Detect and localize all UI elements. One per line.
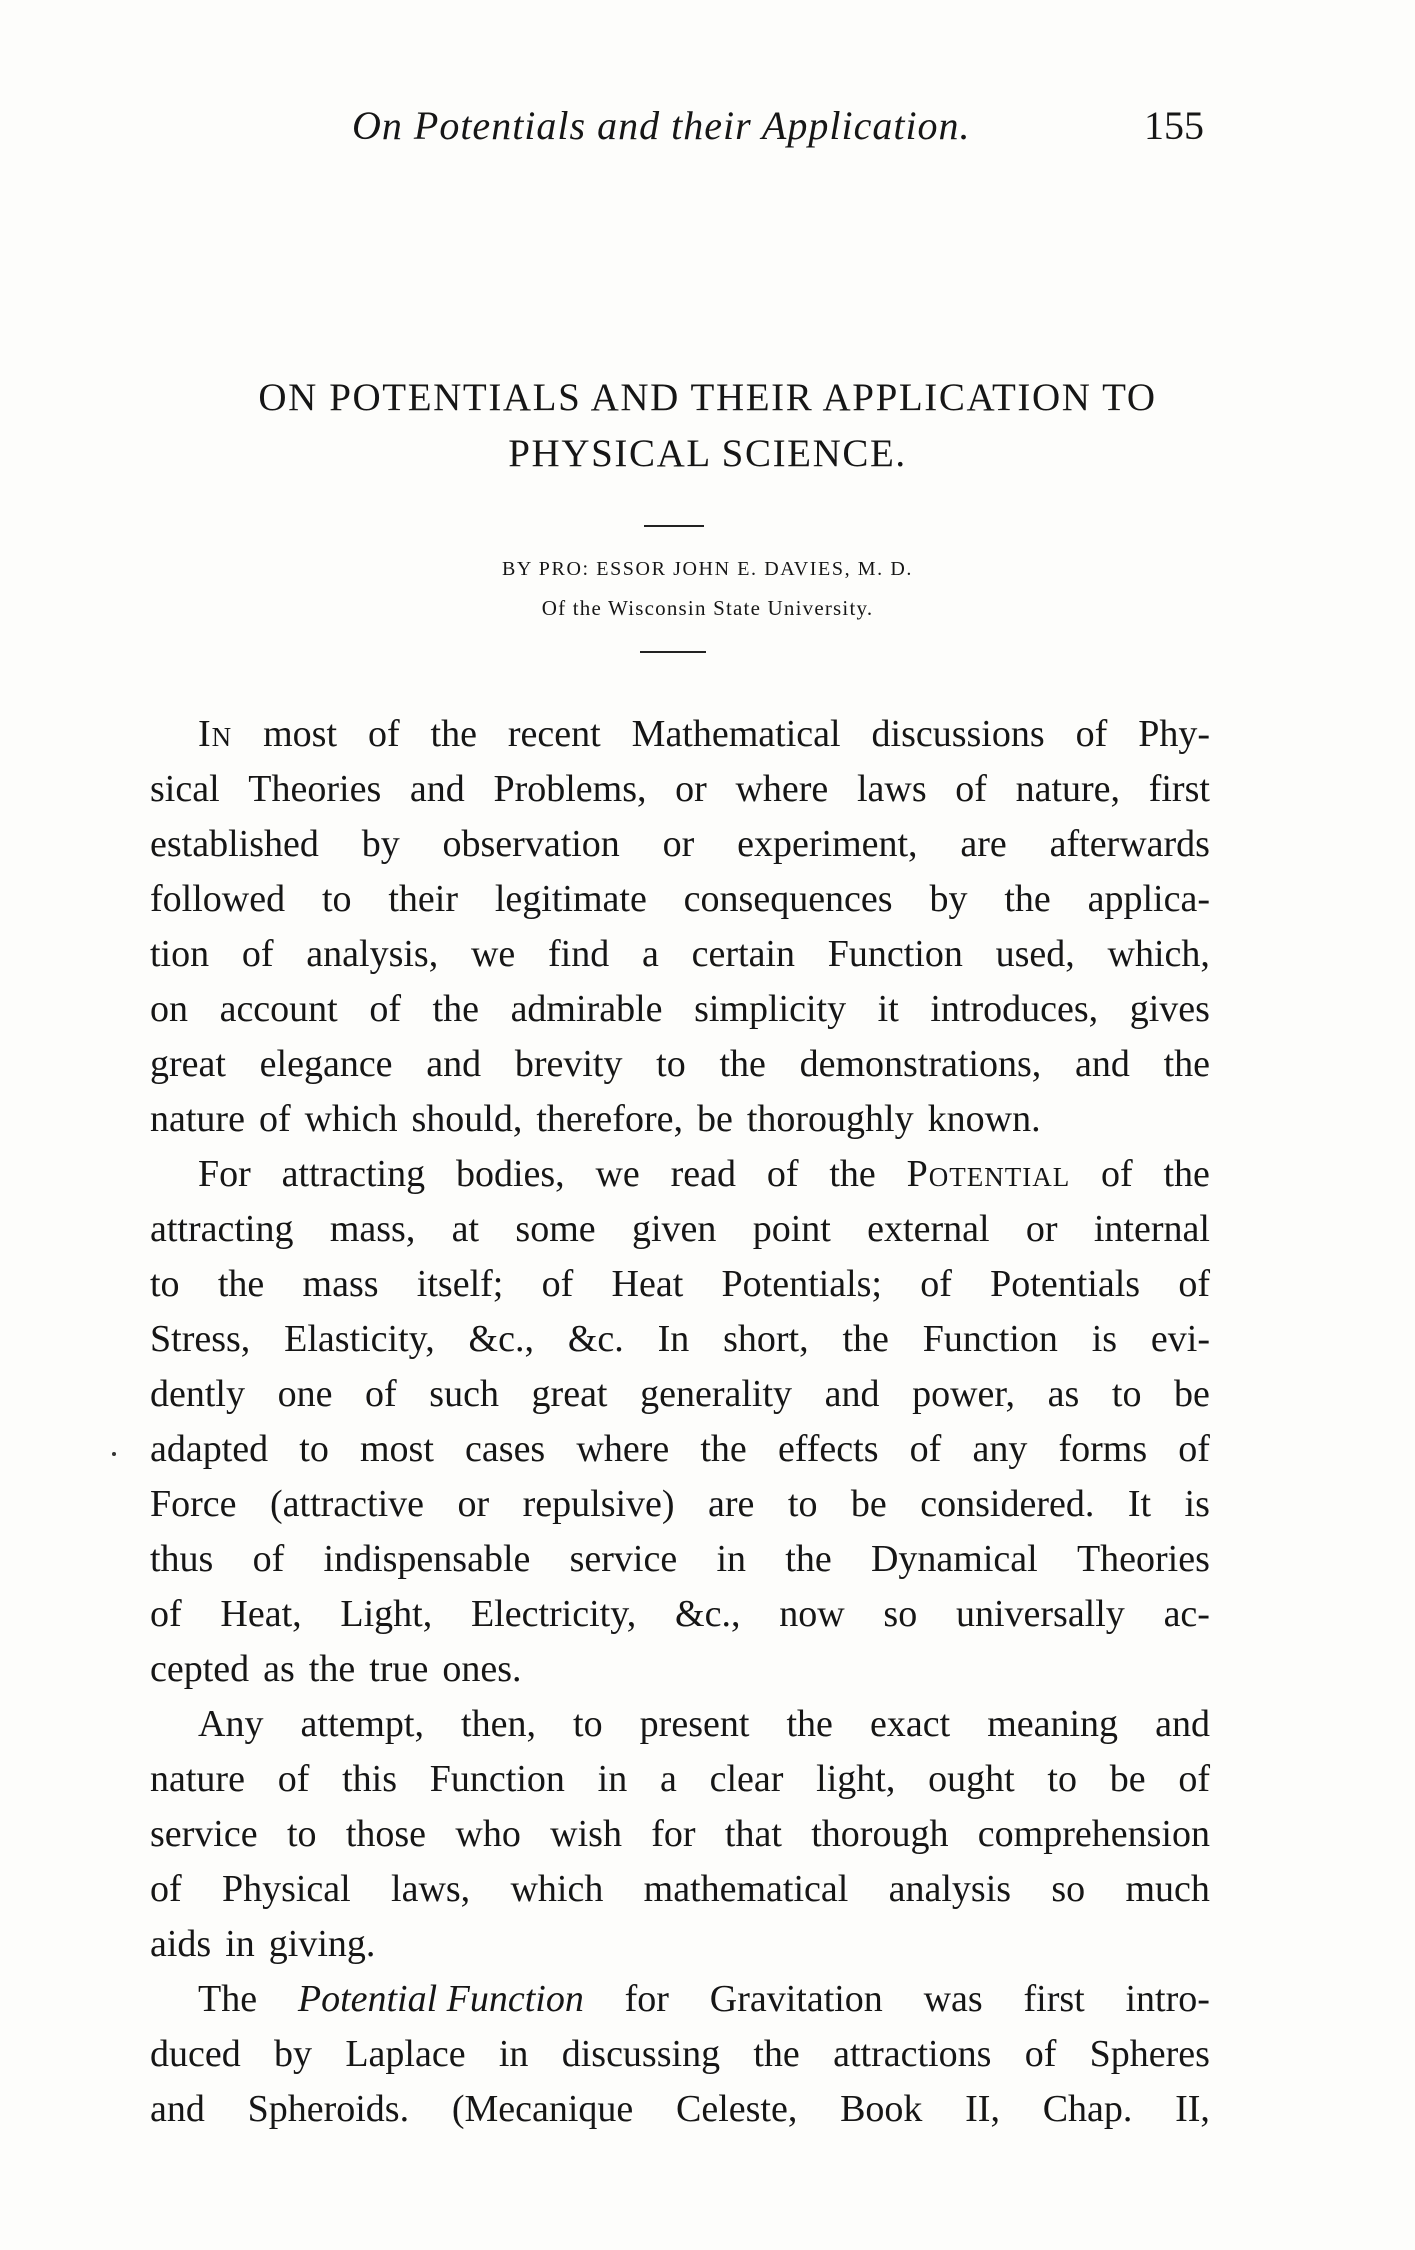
word: those xyxy=(345,1813,427,1855)
word: any xyxy=(972,1428,1028,1470)
word: repulsive) xyxy=(522,1483,675,1525)
word: be xyxy=(850,1483,887,1525)
word: afterwards xyxy=(1049,823,1210,865)
word: followed xyxy=(150,878,286,920)
word: itself; xyxy=(416,1263,504,1305)
word: discussions xyxy=(871,713,1045,755)
word: Theories xyxy=(248,768,382,810)
word: analysis xyxy=(888,1868,1012,1910)
word: Laplace xyxy=(345,2033,466,2075)
word: and xyxy=(1155,1703,1210,1745)
word: of xyxy=(909,1428,942,1470)
body-text xyxy=(150,707,1210,2137)
text-line xyxy=(150,1752,1210,1807)
word: and xyxy=(409,768,465,810)
word: the xyxy=(786,1703,833,1745)
word: it xyxy=(877,988,899,1030)
article-title xyxy=(0,370,1415,482)
word: so xyxy=(1051,1868,1086,1910)
article-title-line-2: PHYSICAL SCIENCE. xyxy=(508,432,907,475)
word: exact xyxy=(869,1703,951,1745)
word: nature xyxy=(150,1098,245,1140)
text-line xyxy=(150,1532,1210,1587)
word: of xyxy=(1075,713,1108,755)
word: great xyxy=(150,1043,226,1085)
word: that xyxy=(724,1813,782,1855)
word: we xyxy=(470,933,516,975)
word: short, xyxy=(723,1318,809,1360)
word: Gravitation xyxy=(709,1978,883,2020)
word: be xyxy=(696,1098,733,1140)
word: Spheroids. xyxy=(247,2088,410,2130)
word: a xyxy=(659,1758,677,1800)
word: where xyxy=(735,768,829,810)
text-line xyxy=(150,927,1210,982)
word: is xyxy=(1091,1318,1118,1360)
word: of xyxy=(1178,1428,1210,1470)
word: Dynamical xyxy=(870,1538,1038,1580)
word: to xyxy=(656,1043,686,1085)
word: the xyxy=(753,2033,800,2075)
word: and xyxy=(426,1043,482,1085)
text-line xyxy=(150,1312,1210,1367)
word: of xyxy=(277,1758,310,1800)
word: are xyxy=(708,1483,755,1525)
word: of xyxy=(766,1153,799,1195)
word: attempt, xyxy=(300,1703,424,1745)
word: intro- xyxy=(1125,1978,1210,2020)
word: therefore, xyxy=(536,1098,683,1140)
word: power, xyxy=(912,1373,1016,1415)
word-italic: Potential Function xyxy=(297,1978,584,2020)
word: to xyxy=(1111,1373,1142,1415)
word: of xyxy=(1101,1153,1133,1195)
word: light, xyxy=(816,1758,896,1800)
running-head xyxy=(0,102,1415,162)
text-line xyxy=(150,2082,1210,2137)
word: service xyxy=(150,1813,258,1855)
word: meaning xyxy=(987,1703,1119,1745)
text-line xyxy=(150,1642,1210,1697)
word: and xyxy=(1074,1043,1130,1085)
word: by xyxy=(361,823,400,865)
word: by xyxy=(929,878,968,920)
word: &c., xyxy=(468,1318,534,1360)
word: mass, xyxy=(329,1208,416,1250)
word: be xyxy=(1109,1758,1146,1800)
word: as xyxy=(1047,1373,1080,1415)
word: the xyxy=(700,1428,747,1470)
word: Physical xyxy=(221,1868,351,1910)
word: elegance xyxy=(259,1043,393,1085)
word: now xyxy=(779,1593,845,1635)
word: duced xyxy=(150,2033,241,2075)
word: ought xyxy=(928,1758,1015,1800)
running-title: On Potentials and their Application. xyxy=(352,103,971,148)
word: legitimate xyxy=(494,878,647,920)
word: which xyxy=(510,1868,604,1910)
word: evi- xyxy=(1150,1318,1210,1360)
word: Heat xyxy=(611,1263,684,1305)
word: in xyxy=(716,1538,747,1580)
word: nature xyxy=(150,1758,245,1800)
word: of xyxy=(367,713,400,755)
word: a xyxy=(642,933,659,975)
word: the xyxy=(842,1318,889,1360)
word: as xyxy=(263,1648,295,1690)
word: Light, xyxy=(340,1593,433,1635)
text-line xyxy=(150,1477,1210,1532)
word: considered. xyxy=(920,1483,1095,1525)
word: comprehension xyxy=(977,1813,1210,1855)
word: be xyxy=(1174,1373,1210,1415)
word: ac- xyxy=(1163,1593,1210,1635)
word: bodies, xyxy=(455,1153,565,1195)
word: to xyxy=(1047,1758,1077,1800)
word: applica- xyxy=(1087,878,1210,920)
word: II, xyxy=(1175,2088,1210,2130)
word: universally xyxy=(955,1593,1125,1635)
word: to xyxy=(787,1483,818,1525)
word: giving. xyxy=(268,1923,376,1965)
word: certain xyxy=(691,933,795,975)
word: in xyxy=(225,1923,255,1965)
word: to xyxy=(286,1813,317,1855)
word: of xyxy=(541,1263,574,1305)
word: Potentials; xyxy=(721,1263,882,1305)
word: brevity xyxy=(514,1043,623,1085)
word: at xyxy=(451,1208,480,1250)
word: one xyxy=(277,1373,333,1415)
text-line xyxy=(150,1917,1210,1972)
word: mathematical xyxy=(643,1868,849,1910)
word: Theories xyxy=(1076,1538,1210,1580)
text-line xyxy=(150,707,1210,762)
word: of xyxy=(920,1263,952,1305)
text-line xyxy=(150,1697,1210,1752)
word: indispensable xyxy=(323,1538,531,1580)
word: read xyxy=(670,1153,737,1195)
word: account xyxy=(219,988,338,1030)
word: consequences xyxy=(683,878,893,920)
text-line xyxy=(150,1092,1210,1147)
word: this xyxy=(342,1758,398,1800)
word: discussing xyxy=(561,2033,721,2075)
word: the xyxy=(719,1043,766,1085)
word: of xyxy=(241,933,274,975)
word: which xyxy=(304,1098,398,1140)
word: demonstrations, xyxy=(799,1043,1042,1085)
word: the xyxy=(785,1538,832,1580)
word: we xyxy=(595,1153,640,1195)
author-byline: BY PRO: ESSOR JOHN E. DAVIES, M. D. xyxy=(501,558,914,580)
word: laws xyxy=(856,768,927,810)
word: In xyxy=(657,1318,690,1360)
article-title-line-1: ON POTENTIALS AND THEIR APPLICATION TO xyxy=(258,376,1157,419)
word: recent xyxy=(507,713,601,755)
word: forms xyxy=(1058,1428,1148,1470)
word: It xyxy=(1127,1483,1152,1525)
word: effects xyxy=(777,1428,879,1470)
text-line xyxy=(150,872,1210,927)
word: Function xyxy=(827,933,963,975)
word: Book xyxy=(840,2088,923,2130)
word: of xyxy=(1178,1263,1210,1305)
word: given xyxy=(631,1208,717,1250)
word: Chap. xyxy=(1042,2088,1133,2130)
word: most xyxy=(360,1428,434,1470)
word: Problems, xyxy=(493,768,647,810)
word: or xyxy=(1025,1208,1058,1250)
word: For xyxy=(198,1153,251,1195)
word: to xyxy=(150,1263,180,1305)
word: experiment, xyxy=(737,823,918,865)
text-line xyxy=(150,1147,1210,1202)
word: thus xyxy=(150,1538,214,1580)
word: of xyxy=(258,1098,291,1140)
word: aids xyxy=(150,1923,212,1965)
word: attracting xyxy=(281,1153,426,1195)
word: admirable xyxy=(510,988,663,1030)
word: in xyxy=(498,2033,529,2075)
word: who xyxy=(455,1813,521,1855)
word: the xyxy=(1163,1043,1210,1085)
word: so xyxy=(883,1593,918,1635)
word: II, xyxy=(965,2088,1000,2130)
word: of xyxy=(150,1593,182,1635)
word: by xyxy=(274,2033,313,2075)
word: dently xyxy=(150,1373,245,1415)
word: Electricity, xyxy=(470,1593,637,1635)
word: of xyxy=(369,988,401,1030)
word: great xyxy=(531,1373,608,1415)
word: then, xyxy=(461,1703,536,1745)
word: first xyxy=(1148,768,1210,810)
word: Phy- xyxy=(1138,713,1210,755)
text-line xyxy=(150,1257,1210,1312)
text-line xyxy=(150,1972,1210,2027)
word: of xyxy=(1178,1758,1210,1800)
word: some xyxy=(515,1208,596,1250)
word: (Mecanique xyxy=(451,2088,634,2130)
margin-speck xyxy=(112,1452,116,1456)
text-line xyxy=(150,1367,1210,1422)
word: or xyxy=(457,1483,490,1525)
word: gives xyxy=(1129,988,1210,1030)
word: Heat, xyxy=(220,1593,302,1635)
word: mass xyxy=(302,1263,379,1305)
divider-rule-top xyxy=(644,525,704,527)
word: observation xyxy=(442,823,620,865)
word: laws, xyxy=(391,1868,471,1910)
word: Celeste, xyxy=(676,2088,798,2130)
word: the xyxy=(829,1153,876,1195)
word: to xyxy=(573,1703,603,1745)
page-number: 155 xyxy=(1144,103,1204,148)
word: of xyxy=(150,1868,182,1910)
word: for xyxy=(651,1813,696,1855)
word: service xyxy=(569,1538,678,1580)
word: find xyxy=(548,933,610,975)
word: internal xyxy=(1093,1208,1210,1250)
word: (attractive xyxy=(270,1483,425,1525)
word: analysis, xyxy=(306,933,439,975)
word: the xyxy=(308,1648,356,1690)
word: tion xyxy=(150,933,210,975)
word: the xyxy=(430,713,477,755)
text-line xyxy=(150,817,1210,872)
word: for xyxy=(624,1978,669,2020)
word: sical xyxy=(150,768,220,810)
word: and xyxy=(150,2088,205,2130)
word: generality xyxy=(640,1373,793,1415)
word: present xyxy=(639,1703,750,1745)
word: on xyxy=(150,988,188,1030)
divider-rule-bottom xyxy=(640,651,706,653)
word: Function xyxy=(429,1758,565,1800)
word: most xyxy=(263,713,337,755)
word: external xyxy=(867,1208,990,1250)
word: thorough xyxy=(811,1813,949,1855)
word: of xyxy=(365,1373,397,1415)
text-line xyxy=(150,1862,1210,1917)
word: of xyxy=(1024,2033,1057,2075)
word: used, xyxy=(995,933,1075,975)
word: in xyxy=(597,1758,628,1800)
text-line xyxy=(150,2027,1210,2082)
word: attractions xyxy=(833,2033,992,2075)
word: Any xyxy=(198,1703,264,1745)
word: established xyxy=(150,823,319,865)
word: &c., xyxy=(675,1593,741,1635)
word: the xyxy=(432,988,479,1030)
word: thoroughly xyxy=(746,1098,914,1140)
word: cepted xyxy=(150,1648,250,1690)
text-line xyxy=(150,1807,1210,1862)
word: Force xyxy=(150,1483,237,1525)
word: The xyxy=(198,1978,258,2020)
word: wish xyxy=(550,1813,622,1855)
word: of xyxy=(955,768,987,810)
word: such xyxy=(429,1373,499,1415)
word: true xyxy=(369,1648,429,1690)
word: to xyxy=(321,878,352,920)
word: clear xyxy=(709,1758,784,1800)
text-line xyxy=(150,982,1210,1037)
word: the xyxy=(1004,878,1051,920)
word: was xyxy=(923,1978,983,2020)
word: Function xyxy=(922,1318,1058,1360)
word: ones. xyxy=(442,1648,522,1690)
author-affiliation: Of the Wisconsin State University. xyxy=(541,596,874,620)
word: cases xyxy=(465,1428,546,1470)
word: point xyxy=(752,1208,831,1250)
word: or xyxy=(662,823,695,865)
word: and xyxy=(824,1373,880,1415)
word: to xyxy=(299,1428,329,1470)
word: first xyxy=(1023,1978,1085,2020)
word: adapted xyxy=(150,1428,269,1470)
text-line xyxy=(150,1587,1210,1642)
word: Potentials xyxy=(990,1263,1141,1305)
word: which, xyxy=(1107,933,1210,975)
text-line xyxy=(150,1037,1210,1092)
word: should, xyxy=(411,1098,523,1140)
text-line xyxy=(150,762,1210,817)
word: is xyxy=(1184,1483,1210,1525)
word: where xyxy=(576,1428,670,1470)
word: In xyxy=(198,713,233,755)
word: or xyxy=(675,768,707,810)
word: known. xyxy=(927,1098,1041,1140)
text-line xyxy=(150,1422,1210,1477)
word: &c. xyxy=(567,1318,624,1360)
word: Mathematical xyxy=(631,713,841,755)
word: attracting xyxy=(150,1208,294,1250)
word: Stress, xyxy=(150,1318,251,1360)
word: the xyxy=(1163,1153,1210,1195)
word: Spheres xyxy=(1089,2033,1210,2075)
word: simplicity xyxy=(694,988,847,1030)
word: introduces, xyxy=(930,988,1099,1030)
text-line xyxy=(150,1202,1210,1257)
word: of xyxy=(252,1538,285,1580)
word: nature, xyxy=(1015,768,1121,810)
word: Potential xyxy=(906,1153,1071,1195)
word: are xyxy=(960,823,1007,865)
word: Elasticity, xyxy=(284,1318,435,1360)
word: their xyxy=(388,878,458,920)
word: much xyxy=(1125,1868,1210,1910)
word: the xyxy=(217,1263,265,1305)
